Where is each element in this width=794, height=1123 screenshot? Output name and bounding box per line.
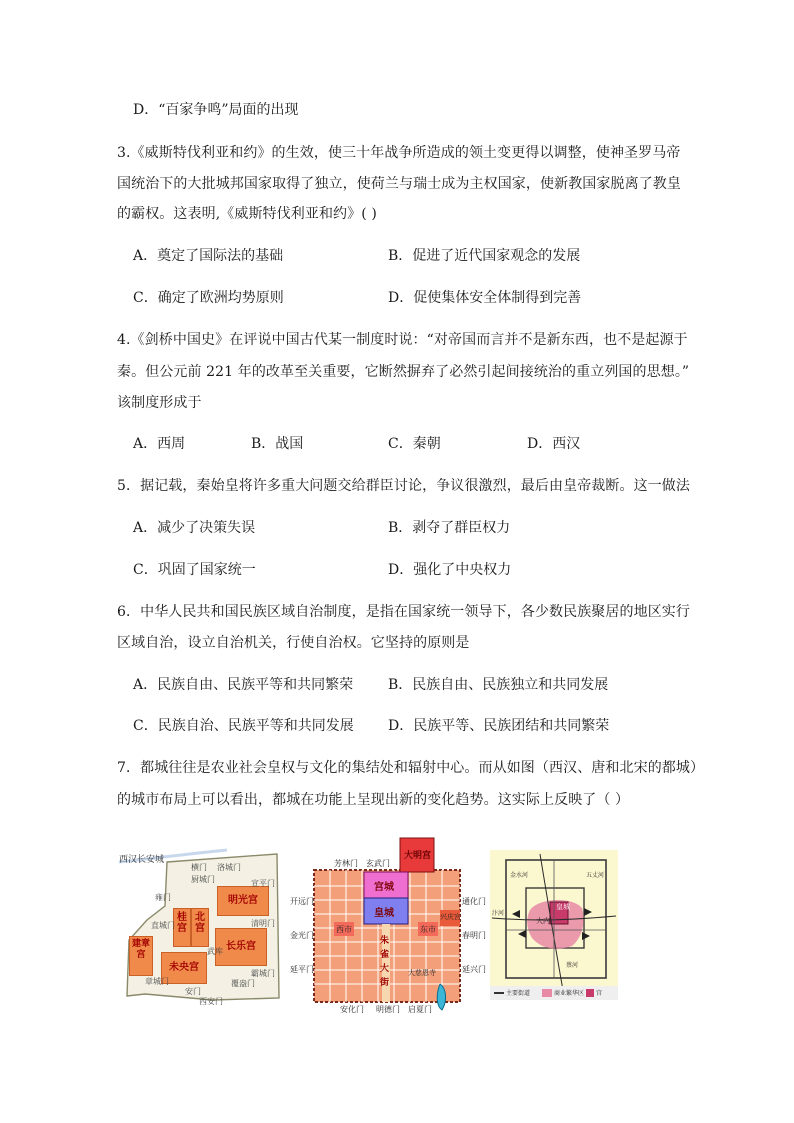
palace-jianzhang: 建章宫 — [129, 936, 153, 976]
gate-xuanping: 宣平门 — [251, 879, 275, 888]
armory-wuku: 武库 — [207, 947, 223, 956]
q7-line-2: 的城市布局上可以看出，都城在功能上呈现出新的变化趋势。这实际上反映了（ ） — [117, 792, 630, 808]
tang-gate-yanping: 延平门 — [290, 965, 314, 974]
q4-line-3: 该制度形成于 — [117, 395, 202, 411]
gate-fuang: 覆盎门 — [231, 979, 255, 988]
gate-yong: 雍门 — [155, 893, 171, 902]
palace-mingguang: 明光宫 — [217, 886, 269, 916]
song-legend-palace: 宫 — [596, 990, 603, 997]
q3-line-1: 3.《威斯特伐利亚和约》的生效，使三十年战争所造成的领土变更得以调整，使神圣罗马帝 — [117, 145, 681, 161]
tang-gate-chunming: 春明门 — [462, 931, 486, 940]
palace-weiyang: 未央宫 — [161, 952, 207, 984]
palace-bei: 北宫 — [191, 908, 209, 947]
tang-gate-xuanwu: 玄武门 — [366, 859, 390, 868]
q3-option-c[interactable]: C．确定了欧洲均势原则 — [133, 290, 284, 306]
q3-option-b[interactable]: B．促进了近代国家观念的发展 — [388, 248, 581, 264]
tang-gate-tonghua: 通化门 — [462, 897, 486, 906]
q6-option-d[interactable]: D．民族平等、民族团结和共同繁荣 — [388, 718, 610, 734]
tang-imperial-city: 皇城 — [374, 908, 394, 919]
q4-line-2: 秦。但公元前 221 年的改革至关重要，它断然摒弃了必然引起间接统治的重立列国的思想。” — [117, 364, 690, 380]
tang-gate-fanglin: 芳林门 — [334, 859, 358, 868]
q3-option-d[interactable]: D．促使集体安全体制得到完善 — [388, 290, 582, 306]
tang-daming-palace: 大明宫 — [404, 851, 432, 861]
tang-changan-map — [290, 834, 486, 1018]
tang-gate-qixia: 启夏门 — [408, 1005, 432, 1014]
tang-xingqing-palace: 兴庆宫 — [440, 913, 461, 921]
song-cai-river: 蔡河 — [566, 962, 579, 969]
q5-option-d[interactable]: D．强化了中央权力 — [388, 562, 512, 578]
q5-option-a[interactable]: A．减少了决策失误 — [133, 520, 256, 536]
gate-xian: 西安门 — [199, 997, 223, 1006]
gate-zhicheng: 直城门 — [151, 921, 175, 930]
gate-zhangcheng: 章城门 — [145, 977, 169, 986]
song-wuzhang-river: 五丈河 — [586, 872, 605, 879]
tang-gate-anhua: 安化门 — [340, 1005, 364, 1014]
song-kaifeng-map — [490, 850, 618, 1000]
tang-daciensi: 大慈恩寺 — [408, 969, 436, 977]
tang-gate-kaiyuan: 开远门 — [290, 897, 314, 906]
tang-gate-mingde: 明德门 — [376, 1005, 400, 1014]
q3-line-2: 国统治下的大批城邦国家取得了独立，使荷兰与瑞士成为主权国家，使新教国家脱离了教皇 — [117, 176, 681, 192]
q7-line-1: 7．都城往往是农业社会皇权与文化的集结处和辐射中心。而从如图（西汉、唐和北宋的都城） — [117, 760, 705, 776]
tang-gate-jinguang: 金光门 — [290, 931, 314, 940]
palace-gui: 桂宫 — [173, 908, 191, 947]
q4-option-a[interactable]: A．西周 — [133, 436, 186, 452]
gate-heng: 横门 — [191, 863, 207, 872]
tang-east-market: 东市 — [420, 925, 436, 934]
song-legend-street: 主要街道 — [506, 990, 531, 997]
q5-option-b[interactable]: B．剥夺了群臣权力 — [388, 520, 511, 536]
q6-line-1: 6．中华人民共和国民族区域自治制度，是指在国家统一领导下，各少数民族聚居的地区实行 — [117, 604, 691, 620]
tang-west-market: 西市 — [336, 925, 352, 934]
q3-option-a[interactable]: A．奠定了国际法的基础 — [133, 248, 284, 264]
prev-option-d: D．“百家争鸣”局面的出现 — [133, 102, 299, 118]
q4-line-1: 4.《剑桥中国史》在评说中国古代某一制度时说：“对帝国而言并不是新东西，也不是起源于 — [117, 332, 688, 348]
gate-luocheng: 洛城门 — [217, 863, 241, 872]
tang-palace-city: 宫城 — [374, 882, 394, 893]
q4-option-c[interactable]: C．秦朝 — [388, 436, 441, 452]
q5-option-c[interactable]: C．巩固了国家统一 — [133, 562, 256, 578]
han-map-title: 西汉长安城 — [119, 855, 165, 865]
tang-gate-yanxing: 延兴门 — [462, 965, 486, 974]
q4-option-d[interactable]: D．西汉 — [527, 436, 581, 452]
q3-line-3: 的霸权。这表明,《威斯特伐利亚和约》( ) — [117, 206, 377, 222]
q6-option-b[interactable]: B．民族自由、民族独立和共同发展 — [388, 677, 609, 693]
gate-chucheng: 厨城门 — [191, 875, 215, 884]
song-jinshui-river: 金水河 — [510, 872, 529, 879]
gate-bacheng: 霸城门 — [251, 969, 275, 978]
palace-changle: 长乐宫 — [215, 928, 267, 966]
song-palace-city: 皇城 — [556, 903, 570, 911]
song-danei: 大内 — [536, 917, 550, 925]
song-legend-commerce: 商业繁华区 — [554, 990, 585, 997]
q4-option-b[interactable]: B．战国 — [251, 436, 304, 452]
gate-qingming: 清明门 — [251, 919, 275, 928]
q6-line-2: 区域自治，设立自治机关，行使自治权。它坚持的原则是 — [117, 635, 470, 651]
tang-zhuque-avenue: 朱雀大街 — [380, 936, 390, 988]
gate-an: 安门 — [185, 987, 201, 996]
q5-line-1: 5．据记载，秦始皇将许多重大问题交给群臣讨论，争议很激烈，最后由皇帝裁断。这一做法 — [117, 478, 691, 494]
q6-option-a[interactable]: A．民族自由、民族平等和共同繁荣 — [133, 677, 354, 693]
song-bian-river: 汴河 — [492, 910, 505, 917]
q6-option-c[interactable]: C．民族自治、民族平等和共同发展 — [133, 718, 354, 734]
han-changan-map — [117, 848, 285, 1008]
